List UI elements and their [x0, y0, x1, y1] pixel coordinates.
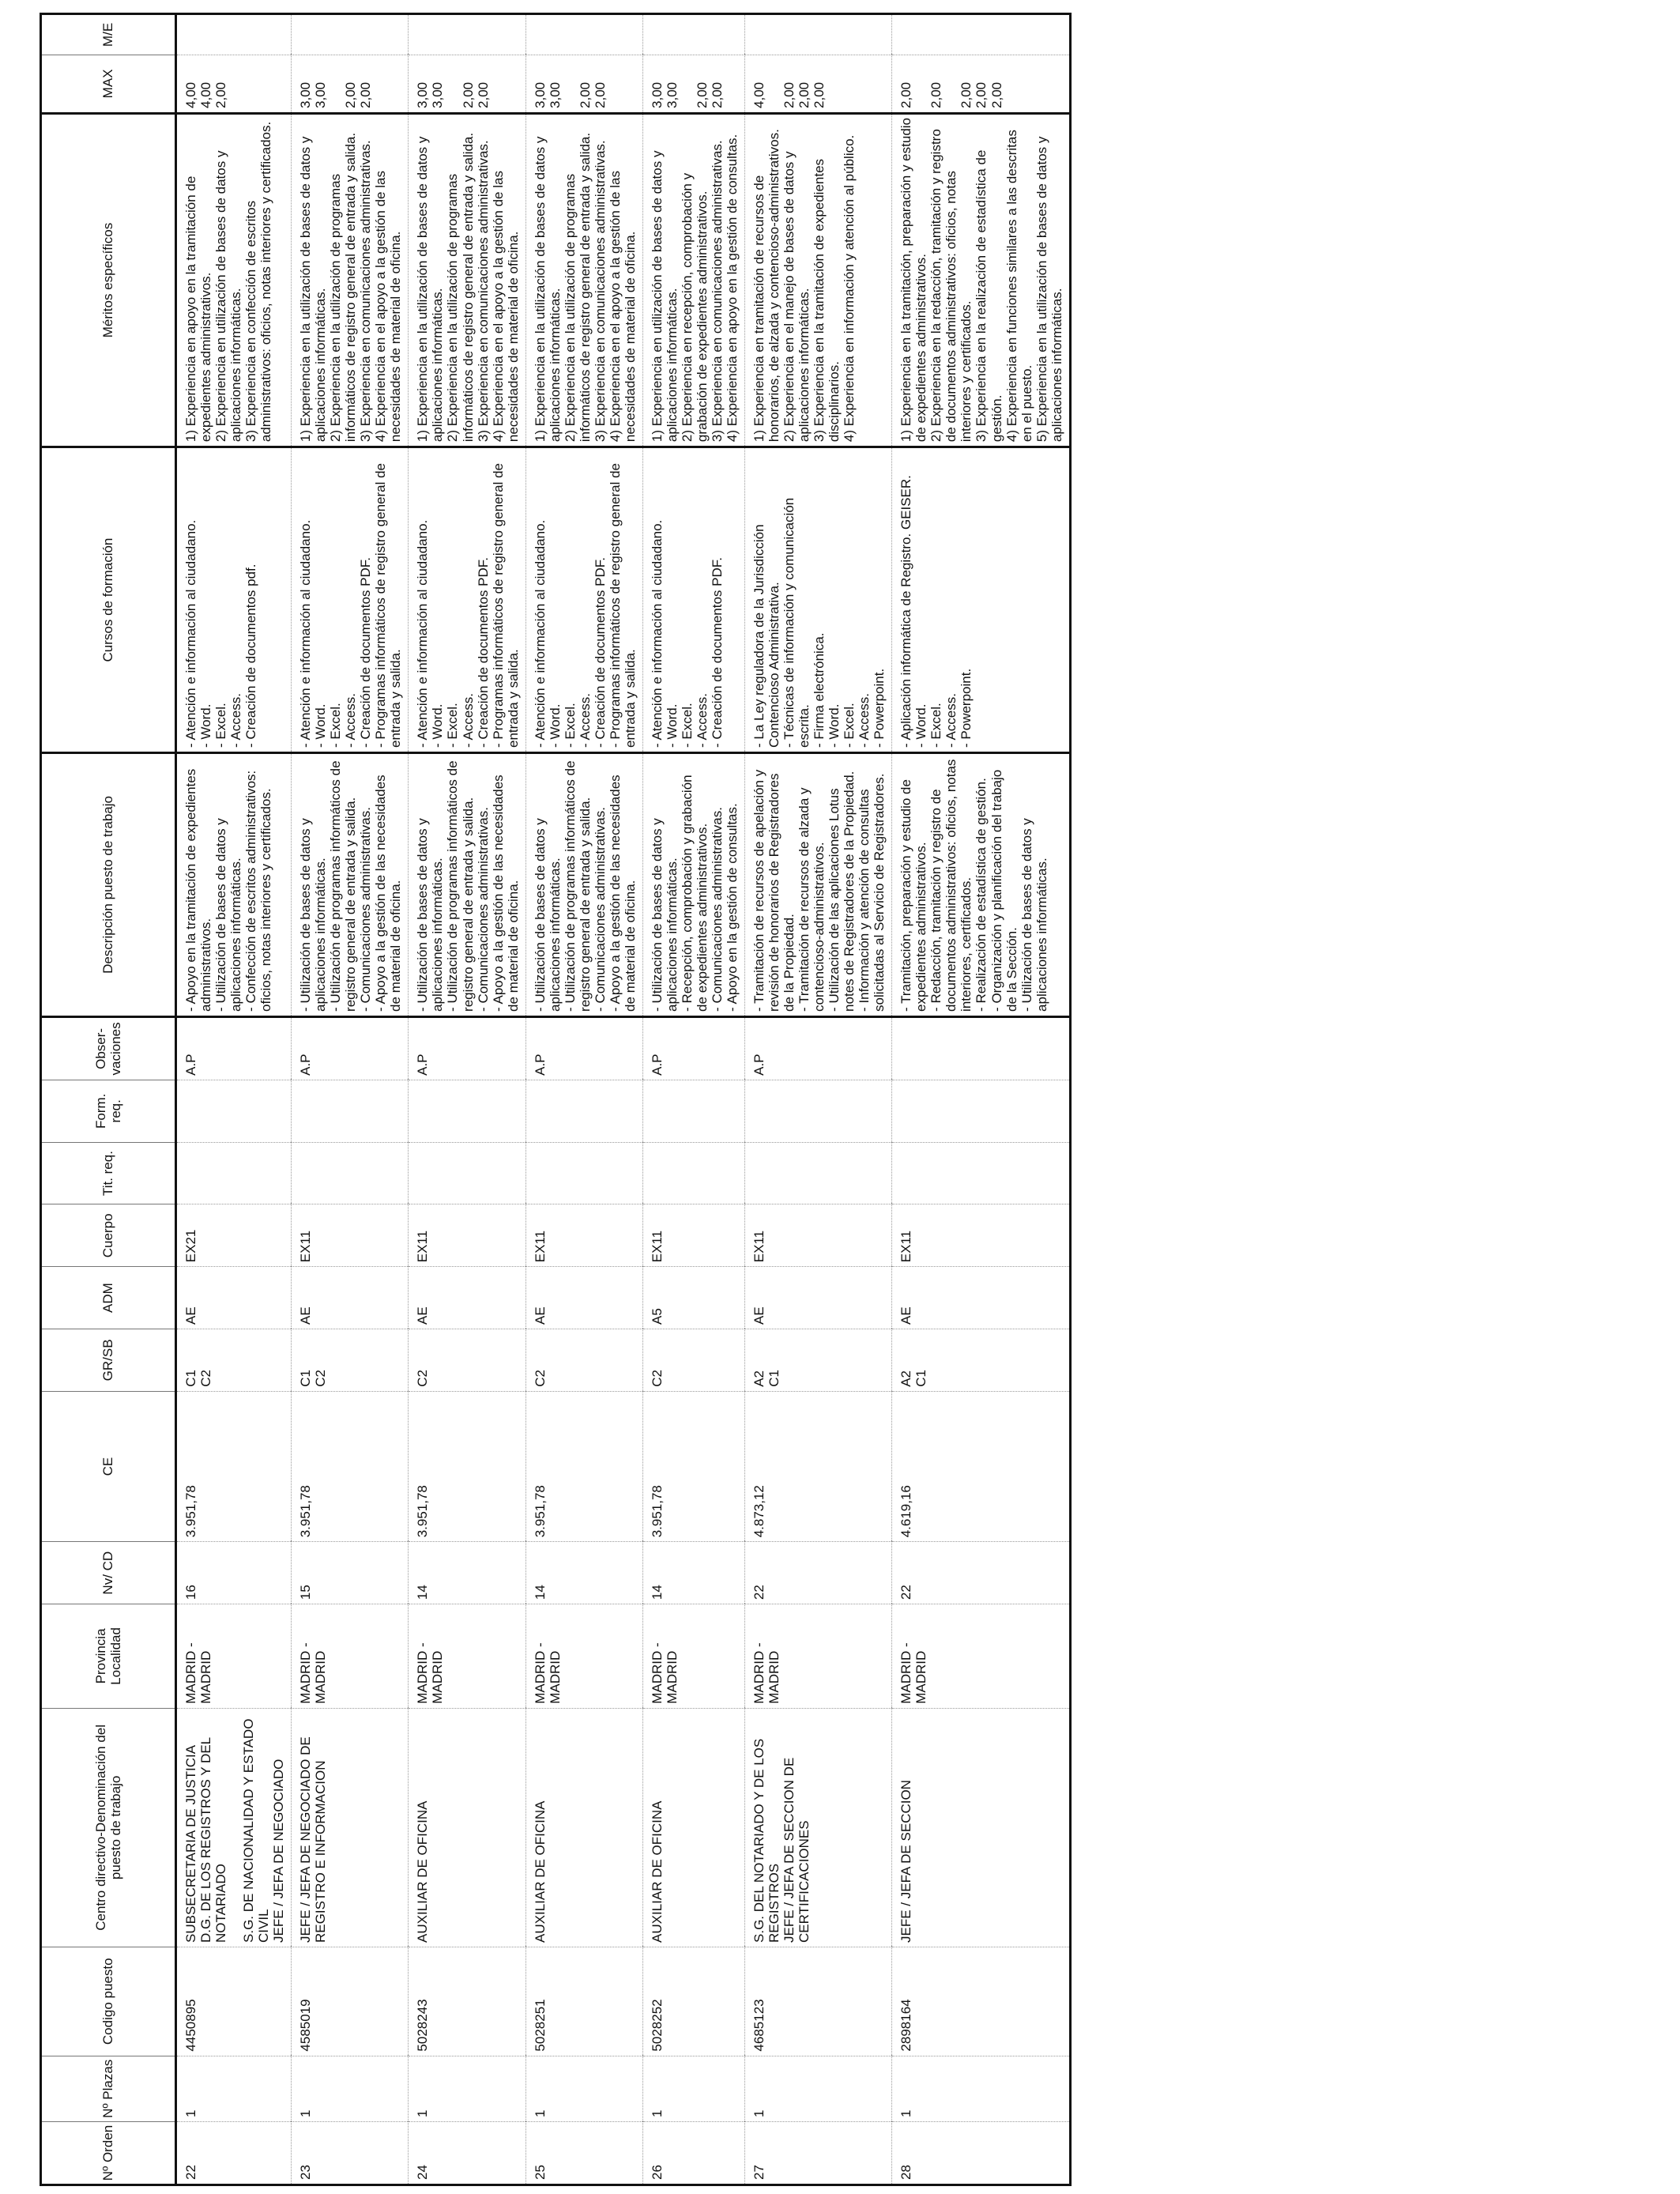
orden-cell: 25 [525, 2122, 642, 2185]
codigo-cell: 4450895 [176, 1947, 292, 2056]
codigo-cell: 2898164 [892, 1947, 1070, 2056]
nivel-cell: 14 [642, 1542, 744, 1604]
meritos-cell: 1) Experiencia en apoyo en la tramitación de expedientes administrativos. 2) Experiencia en utilización de bases de datos y aplicaciones informáticas. 3) Experiencia en confección de escritos administrativos: oficios, notas interiores y certificados. [176, 113, 292, 447]
grupo-cell: C1 C2 [176, 1329, 292, 1392]
org-subsecretaria: SUBSECRETARIA DE JUSTICIA [183, 1744, 198, 1943]
cursos-cell: - Atención e información al ciudadano. - Word. - Excel. - Access. - Creación de documentos PDF. - Programas informáticos de registro general de entrada y salida. [409, 447, 525, 753]
adm-cell: AE [525, 1267, 642, 1329]
puesto-name: JEFE / JEFA DE NEGOCIADO [271, 1759, 287, 1943]
codigo-cell: 5028243 [409, 1947, 525, 2056]
meritos-cell: 1) Experiencia en la tramitación, preparación y estudio de expedientes administrativos. 2) Experiencia en la redacción, tramitación y registro de documentos administrativos: oficios, notas interiores y certificados. 3) Experiencia en la realización de estadística de gestión. 4) Experiencia en funciones similares a las descritas en el puesto. 5) Experiencia en la utilización de bases de datos y aplicaciones informáticas. [892, 113, 1070, 447]
orden-cell: 28 [892, 2122, 1070, 2185]
observaciones-cell: A.P [292, 1016, 409, 1080]
col-max: MAX [41, 55, 176, 113]
col-plazas: Nº Plazas [41, 2056, 176, 2121]
grupo-cell: C2 [409, 1329, 525, 1392]
puesto-name: AUXILIAR DE OFICINA [415, 1800, 431, 1943]
formacion-cell [525, 1080, 642, 1142]
col-codigo: Codigo puesto [41, 1947, 176, 2056]
grupo-cell: A2 C1 [745, 1329, 892, 1392]
titulacion-cell [409, 1142, 525, 1204]
max-cell: 4,00 4,00 2,00 [176, 55, 292, 113]
cuerpo-cell: EX11 [292, 1204, 409, 1267]
puesto-name: JEFE / JEFA DE SECCION [898, 1780, 914, 1943]
codigo-cell: 4685123 [745, 1947, 892, 2056]
col-adm: ADM [41, 1267, 176, 1329]
puesto-cell [642, 1708, 744, 1947]
nivel-cell: 14 [409, 1542, 525, 1604]
puesto-cell [892, 1708, 1070, 1947]
provincia-cell: MADRID - MADRID [745, 1604, 892, 1709]
cuerpo-cell: EX11 [892, 1204, 1070, 1267]
meritos-cell: 1) Experiencia en la utilización de bases de datos y aplicaciones informáticas. 2) Experiencia en la utilización de programas informáticos de registro general de entrada y salida. 3) Experiencia en comunicaciones administrativas. 4) Experiencia en el apoyo a la gestión de las necesidades de material de oficina. [409, 113, 525, 447]
cursos-cell: - Atención e información al ciudadano. - Word. - Excel. - Access. - Creación de documentos PDF. - Programas informáticos de registro general de entrada y salida. [525, 447, 642, 753]
observaciones-cell [892, 1016, 1070, 1080]
puesto-cell [525, 1708, 642, 1947]
cursos-cell: - Atención e información al ciudadano. - Word. - Excel. - Access. - Creación de documentos PDF. [642, 447, 744, 753]
adm-cell: AE [892, 1267, 1070, 1329]
provincia-cell: MADRID - MADRID [525, 1604, 642, 1709]
meritos-cell: 1) Experiencia en utilización de bases de datos y aplicaciones informáticas. 2) Experiencia en recepción, comprobación y grabación de expedientes administrativos. 3) Experiencia en comunicaciones administrativas. 4) Experiencia en apoyo en la gestión de consultas. [642, 113, 744, 447]
col-cursos: Cursos de formación [41, 447, 176, 753]
codigo-cell: 4585019 [292, 1947, 409, 2056]
observaciones-cell: A.P [525, 1016, 642, 1080]
meritos-cell: 1) Experiencia en la utilización de bases de datos y aplicaciones informáticas. 2) Experiencia en la utilización de programas informáticos de registro general de entrada y salida. 3) Experiencia en comunicaciones administrativas. 4) Experiencia en el apoyo a la gestión de las necesidades de material de oficina. [292, 113, 409, 447]
max-cell: 4,00 2,00 2,00 2,00 [745, 55, 892, 113]
adm-cell: AE [745, 1267, 892, 1329]
col-titulacion: Tit. req. [41, 1142, 176, 1204]
col-observaciones: Obser-vaciones [41, 1016, 176, 1080]
descripcion-cell: - Utilización de bases de datos y aplicaciones informáticas. - Recepción, comprobación y grabación de expedientes administrativos. - Comunicaciones administrativas. - Apoyo en la gestión de consultas. [642, 752, 744, 1016]
nivel-cell: 22 [892, 1542, 1070, 1604]
formacion-cell [409, 1080, 525, 1142]
provincia-cell: MADRID - MADRID [409, 1604, 525, 1709]
col-provincia: Provincia Localidad [41, 1604, 176, 1709]
formacion-cell [642, 1080, 744, 1142]
cuerpo-cell: EX11 [642, 1204, 744, 1267]
orden-cell: 22 [176, 2122, 292, 2185]
me-cell [176, 14, 292, 55]
descripcion-cell: - Tramitación, preparación y estudio de expedientes administrativos. - Redacción, tramitación y registro de documentos administrativos: oficios, notas interiores, certificados. - Realización de estadística de gestión. - Organización y planificación del trabajo de la Sección. - Utilización de bases de datos y aplicaciones informáticas. [892, 752, 1070, 1016]
org-subdireccion: S.G. DEL NOTARIADO Y DE LOS REGISTROS [751, 1738, 782, 1943]
plazas-cell: 1 [892, 2056, 1070, 2121]
cursos-cell: - Aplicación informática de Registro. GEISER. - Word. - Excel. - Access. - Powerpoint. [892, 447, 1070, 753]
max-cell: 3,00 3,00 2,00 2,00 [292, 55, 409, 113]
col-centro: Centro directivo-Denominación del puesto de trabajo [41, 1708, 176, 1947]
puesto-cell [409, 1708, 525, 1947]
titulacion-cell [745, 1142, 892, 1204]
cuerpo-cell: EX11 [745, 1204, 892, 1267]
col-cuerpo: Cuerpo [41, 1204, 176, 1267]
table-row [642, 14, 744, 2185]
cursos-cell: - Atención e información al ciudadano. - Word. - Excel. - Access. - Creación de documentos pdf. [176, 447, 292, 753]
cursos-cell: - La Ley reguladora de la Jurisdicción Contencioso Administrativa. - Técnicas de información y comunicación escrita. - Firma electrónica. - Word. - Excel. - Access. - Powerpoint. [745, 447, 892, 753]
col-meritos: Méritos específicos [41, 113, 176, 447]
codigo-cell: 5028251 [525, 1947, 642, 2056]
ce-cell: 3.951,78 [642, 1391, 744, 1542]
puesto-name: AUXILIAR DE OFICINA [532, 1800, 548, 1943]
nivel-cell: 16 [176, 1542, 292, 1604]
cursos-cell: - Atención e información al ciudadano. - Word. - Excel. - Access. - Creación de documentos PDF. - Programas informáticos de registro general de entrada y salida. [292, 447, 409, 753]
puesto-name: JEFE / JEFA DE NEGOCIADO DE REGISTRO E INFORMACION [298, 1736, 329, 1943]
ce-cell: 4.619,16 [892, 1391, 1070, 1542]
titulacion-cell [176, 1142, 292, 1204]
nivel-cell: 22 [745, 1542, 892, 1604]
col-me: M/E [41, 14, 176, 55]
titulacion-cell [292, 1142, 409, 1204]
table-row [409, 14, 525, 2185]
adm-cell: A5 [642, 1267, 744, 1329]
me-cell [409, 14, 525, 55]
table-row [176, 14, 292, 2185]
plazas-cell: 1 [525, 2056, 642, 2121]
header-row [41, 14, 176, 2185]
plazas-cell: 1 [176, 2056, 292, 2121]
me-cell [892, 14, 1070, 55]
col-formacion: Form. req. [41, 1080, 176, 1142]
cuerpo-cell: EX11 [525, 1204, 642, 1267]
grupo-cell: C2 [525, 1329, 642, 1392]
table-row [892, 14, 1070, 2185]
cuerpo-cell: EX21 [176, 1204, 292, 1267]
provincia-cell: MADRID - MADRID [176, 1604, 292, 1709]
descripcion-cell: - Utilización de bases de datos y aplicaciones informáticas. - Utilización de programas informáticos de registro general de entrada y salida. - Comunicaciones administrativas. - Apoyo a la gestión de las necesidades de material de oficina. [292, 752, 409, 1016]
puesto-cell [176, 1708, 292, 1947]
ce-cell: 3.951,78 [409, 1391, 525, 1542]
ce-cell: 3.951,78 [525, 1391, 642, 1542]
max-cell: 3,00 3,00 2,00 2,00 [409, 55, 525, 113]
nivel-cell: 15 [292, 1542, 409, 1604]
observaciones-cell: A.P [409, 1016, 525, 1080]
formacion-cell [176, 1080, 292, 1142]
puesto-cell [745, 1708, 892, 1947]
formacion-cell [292, 1080, 409, 1142]
col-orden: Nº Orden [41, 2122, 176, 2185]
adm-cell: AE [409, 1267, 525, 1329]
ce-cell: 3.951,78 [176, 1391, 292, 1542]
titulacion-cell [642, 1142, 744, 1204]
descripcion-cell: - Tramitación de recursos de apelación y revisión de honorarios de Registradores de la Propiedad. - Tramitación de recursos de alzada y contencioso-administrativos. - Utilización de las aplicaciones Lotus notes de Registradores de la Propiedad. - Información y atención de consultas solicitadas al Servicio de Registradores. [745, 752, 892, 1016]
observaciones-cell: A.P [176, 1016, 292, 1080]
col-grupo: GR/SB [41, 1329, 176, 1392]
max-cell: 3,00 3,00 2,00 2,00 [525, 55, 642, 113]
orden-cell: 24 [409, 2122, 525, 2185]
descripcion-cell: - Apoyo en la tramitación de expedientes administrativos. - Utilización de bases de datos y aplicaciones informáticas. - Confección de escritos administrativos: oficios, notas interiores y certificados. [176, 752, 292, 1016]
meritos-cell: 1) Experiencia en tramitación de recursos de honorarios, de alzada y contencioso-administrativos. 2) Experiencia en el manejo de bases de datos y aplicaciones informáticas. 3) Experiencia en la tramitación de expedientes disciplinarios. 4) Experiencia en información y atención al público. [745, 113, 892, 447]
org-subdireccion: S.G. DE NACIONALIDAD Y ESTADO CIVIL [241, 1718, 272, 1943]
grupo-cell: C1 C2 [292, 1329, 409, 1392]
titulacion-cell [892, 1142, 1070, 1204]
puesto-name: AUXILIAR DE OFICINA [649, 1800, 665, 1943]
me-cell [642, 14, 744, 55]
plazas-cell: 1 [745, 2056, 892, 2121]
plazas-cell: 1 [409, 2056, 525, 2121]
col-descripcion: Descripción puesto de trabajo [41, 752, 176, 1016]
puesto-cell [292, 1708, 409, 1947]
descripcion-cell: - Utilización de bases de datos y aplicaciones informáticas. - Utilización de programas informáticos de registro general de entrada y salida. - Comunicaciones administrativas. - Apoyo a la gestión de las necesidades de material de oficina. [409, 752, 525, 1016]
meritos-cell: 1) Experiencia en la utilización de bases de datos y aplicaciones informáticas. 2) Experiencia en la utilización de programas informáticos de registro general de entrada y salida. 3) Experiencia en comunicaciones administrativas. 4) Experiencia en el apoyo a la gestión de las necesidades de material de oficina. [525, 113, 642, 447]
max-cell: 3,00 3,00 2,00 2,00 [642, 55, 744, 113]
table-row [525, 14, 642, 2185]
orden-cell: 23 [292, 2122, 409, 2185]
ce-cell: 3.951,78 [292, 1391, 409, 1542]
puesto-name: JEFE / JEFA DE SECCION DE CERTIFICACIONES [782, 1757, 812, 1943]
max-cell: 2,00 2,00 2,00 2,00 2,00 [892, 55, 1070, 113]
col-nivel: Nv/ CD [41, 1542, 176, 1604]
adm-cell: AE [292, 1267, 409, 1329]
org-direccion-general: D.G. DE LOS REGISTROS Y DEL NOTARIADO [198, 1737, 229, 1943]
observaciones-cell: A.P [642, 1016, 744, 1080]
vacancies-table [40, 13, 1072, 2186]
me-cell [525, 14, 642, 55]
ce-cell: 4.873,12 [745, 1391, 892, 1542]
orden-cell: 27 [745, 2122, 892, 2185]
descripcion-cell: - Utilización de bases de datos y aplicaciones informáticas. - Utilización de programas informáticos de registro general de entrada y salida. - Comunicaciones administrativas. - Apoyo a la gestión de las necesidades de material de oficina. [525, 752, 642, 1016]
nivel-cell: 14 [525, 1542, 642, 1604]
observaciones-cell: A.P [745, 1016, 892, 1080]
provincia-cell: MADRID - MADRID [642, 1604, 744, 1709]
table-body [176, 14, 1071, 2185]
formacion-cell [745, 1080, 892, 1142]
me-cell [745, 14, 892, 55]
col-ce: CE [41, 1391, 176, 1542]
titulacion-cell [525, 1142, 642, 1204]
me-cell [292, 14, 409, 55]
table-row [292, 14, 409, 2185]
grupo-cell: C2 [642, 1329, 744, 1392]
plazas-cell: 1 [642, 2056, 744, 2121]
orden-cell: 26 [642, 2122, 744, 2185]
formacion-cell [892, 1080, 1070, 1142]
cuerpo-cell: EX11 [409, 1204, 525, 1267]
adm-cell: AE [176, 1267, 292, 1329]
provincia-cell: MADRID - MADRID [892, 1604, 1070, 1709]
codigo-cell: 5028252 [642, 1947, 744, 2056]
plazas-cell: 1 [292, 2056, 409, 2121]
spacer [228, 1712, 241, 1943]
provincia-cell: MADRID - MADRID [292, 1604, 409, 1709]
grupo-cell: A2 C1 [892, 1329, 1070, 1392]
table-row [745, 14, 892, 2185]
